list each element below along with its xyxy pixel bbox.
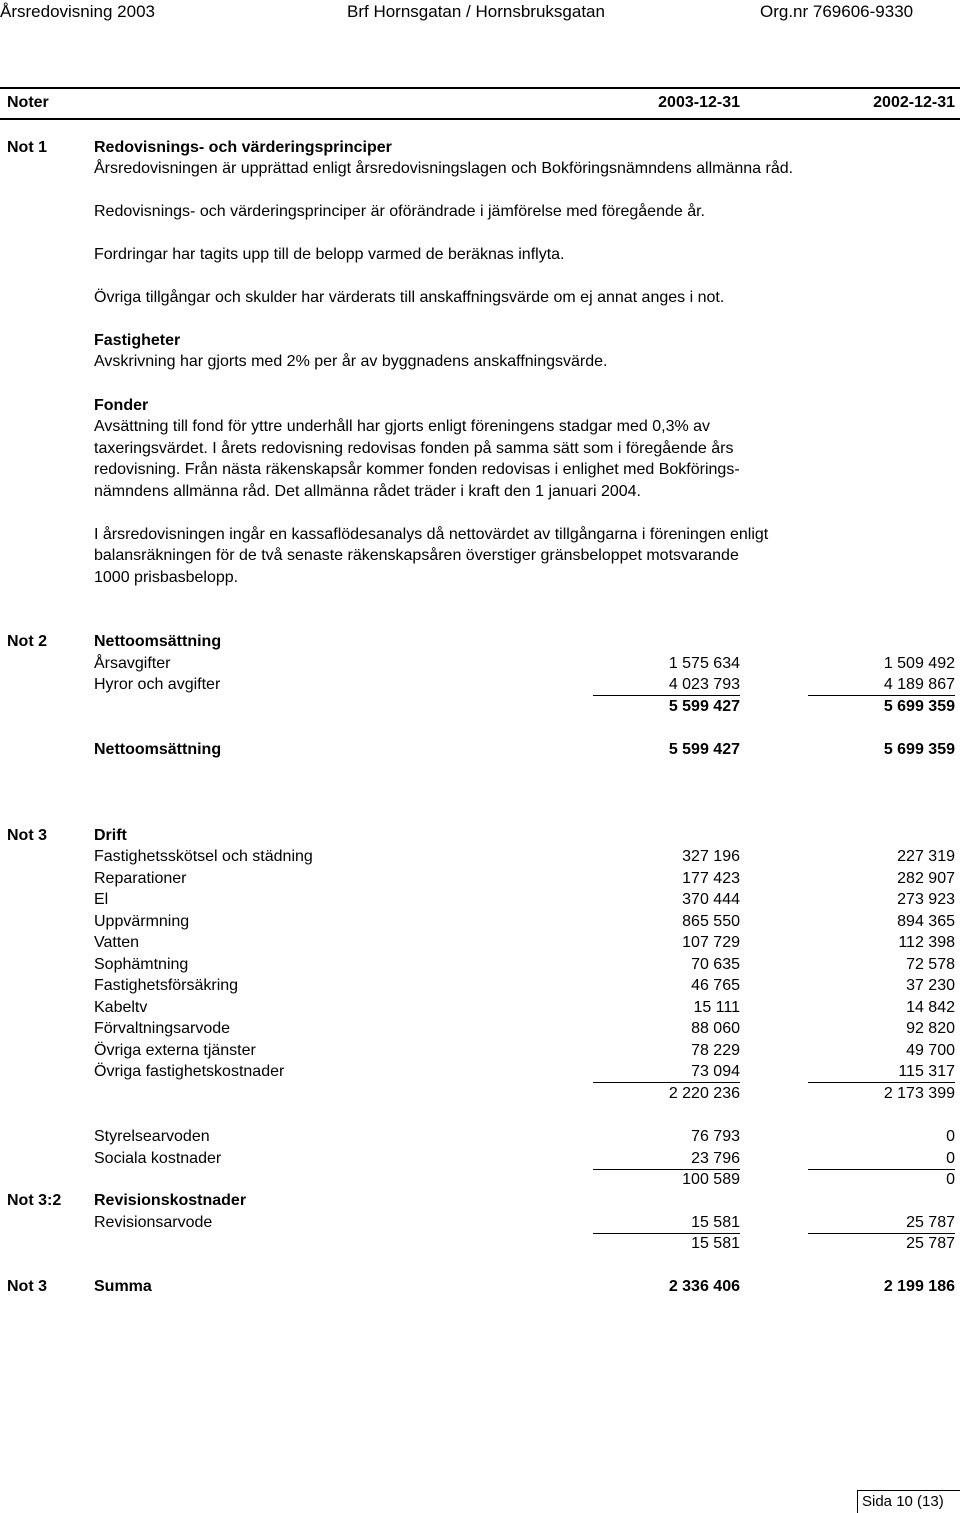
styrelse-subtotal-2003: 100 589 [682, 1171, 740, 1188]
drift-subtotal-rule-2002 [808, 1082, 955, 1083]
drift-row-value-2002: 14 842 [906, 999, 955, 1016]
summa-note-label: Not 3 [7, 1278, 47, 1295]
note-2-total-label: Nettoomsättning [94, 741, 222, 758]
note-3-2-heading: Revisionskostnader [94, 1192, 247, 1209]
note-3-heading: Drift [94, 827, 127, 844]
drift-row-value-2003: 865 550 [682, 913, 740, 930]
header-association-name: Brf Hornsgatan / Hornsbruksgatan [347, 2, 605, 21]
drift-row-value-2003: 370 444 [682, 891, 740, 908]
revision-subtotal-2002: 25 787 [906, 1235, 955, 1252]
revision-row-value-2002: 25 787 [906, 1214, 955, 1231]
revision-subtotal-rule-2003 [593, 1233, 740, 1234]
notes-header-top-rule [0, 87, 960, 89]
drift-row-value-2003: 107 729 [682, 934, 740, 951]
note-2-total-2003: 5 599 427 [668, 741, 740, 758]
note-2-row-label: Årsavgifter [94, 655, 171, 672]
drift-row-value-2002: 282 907 [897, 870, 955, 887]
drift-row-value-2002: 37 230 [906, 977, 955, 994]
drift-row-label: Vatten [94, 934, 140, 951]
drift-row-label: Sophämtning [94, 956, 189, 973]
drift-row-value-2003: 88 060 [691, 1020, 740, 1037]
drift-row-label: Övriga externa tjänster [94, 1042, 256, 1059]
note-2-label: Not 2 [7, 633, 47, 650]
fonder-text-line: Avsättning till fond för yttre underhåll har gjorts enligt föreningens stadgar med 0,3% av [94, 418, 711, 435]
drift-row-label: El [94, 891, 109, 908]
note-1-text-line: Övriga tillgångar och skulder har värderats till anskaffningsvärde om ej annat anges i not. [94, 289, 725, 306]
summa-2002: 2 199 186 [883, 1278, 955, 1295]
styrelse-row-value-2003: 76 793 [691, 1128, 740, 1145]
drift-row-value-2003: 177 423 [682, 870, 740, 887]
note-2-heading: Nettoomsättning [94, 633, 222, 650]
page-number: Sida 10 (13) [862, 1493, 944, 1510]
drift-row-value-2003: 70 635 [691, 956, 740, 973]
drift-row-value-2003: 46 765 [691, 977, 740, 994]
note-2-total-2002: 5 699 359 [883, 741, 955, 758]
note-2-subtotal-2002: 5 699 359 [883, 698, 955, 715]
drift-row-value-2002: 92 820 [906, 1020, 955, 1037]
revision-row-value-2003: 15 581 [691, 1214, 740, 1231]
drift-row-label: Kabeltv [94, 999, 148, 1016]
fonder-text-line: nämndens allmänna råd. Det allmänna rådet träder i kraft den 1 januari 2004. [94, 483, 641, 500]
drift-row-value-2003: 78 229 [691, 1042, 740, 1059]
drift-row-value-2002: 112 398 [898, 934, 955, 951]
drift-row-label: Förvaltningsarvode [94, 1020, 231, 1037]
header-report-title: Årsredovisning 2003 [0, 2, 155, 21]
note-1-heading: Redovisnings- och värderingsprinciper [94, 139, 392, 156]
drift-row-value-2002: 72 578 [906, 956, 955, 973]
styrelse-row-value-2002: 0 [946, 1150, 955, 1167]
fonder-heading: Fonder [94, 397, 149, 414]
note-1-text-line: Redovisnings- och värderingsprinciper är oförändrade i jämförelse med föregående år. [94, 203, 705, 220]
fonder-text-line: taxeringsvärdet. I årets redovisning redovisas fonden på samma sätt som i föregående års [94, 440, 734, 457]
drift-row-value-2003: 327 196 [682, 848, 740, 865]
drift-row-value-2002: 227 319 [897, 848, 955, 865]
note-2-row-value-2003: 4 023 793 [668, 676, 740, 693]
summa-heading: Summa [94, 1278, 152, 1295]
drift-row-label: Uppvärmning [94, 913, 190, 930]
notes-header-bottom-rule [0, 118, 960, 120]
drift-row-value-2002: 894 365 [897, 913, 955, 930]
kassaflode-text-line: 1000 prisbasbelopp. [94, 569, 239, 586]
note-1-text-line: Årsredovisningen är upprättad enligt årsredovisningslagen och Bokföringsnämndens allmänna råd. [94, 160, 794, 177]
drift-row-value-2003: 73 094 [691, 1063, 740, 1080]
note-2-row-value-2002: 1 509 492 [883, 655, 955, 672]
drift-row-value-2002: 273 923 [897, 891, 955, 908]
fastigheter-text: Avskrivning har gjorts med 2% per år av byggnadens anskaffningsvärde. [94, 353, 608, 370]
drift-row-value-2002: 115 317 [898, 1063, 955, 1080]
styrelse-row-value-2002: 0 [946, 1128, 955, 1145]
note-1-label: Not 1 [7, 139, 47, 156]
revision-row-label: Revisionsarvode [94, 1214, 213, 1231]
note-2-row-value-2002: 4 189 867 [883, 676, 955, 693]
column-header-2003: 2003-12-31 [658, 94, 740, 111]
drift-subtotal-2002: 2 173 399 [883, 1085, 955, 1102]
revision-subtotal-2003: 15 581 [691, 1235, 740, 1252]
kassaflode-text-line: I årsredovisningen ingår en kassaflödesanalys då nettovärdet av tillgångarna i föreningen enligt [94, 526, 769, 543]
note-3-2-label: Not 3:2 [7, 1192, 62, 1209]
note-2-subtotal-rule-2003 [593, 695, 740, 696]
revision-subtotal-rule-2002 [808, 1233, 955, 1234]
styrelse-subtotal-rule-2003 [593, 1169, 740, 1170]
drift-row-label: Reparationer [94, 870, 187, 887]
drift-row-label: Fastighetsskötsel och städning [94, 848, 313, 865]
summa-2003: 2 336 406 [668, 1278, 740, 1295]
drift-row-label: Fastighetsförsäkring [94, 977, 239, 994]
column-header-2002: 2002-12-31 [873, 94, 955, 111]
note-2-row-label: Hyror och avgifter [94, 676, 221, 693]
note-2-subtotal-rule-2002 [808, 695, 955, 696]
styrelse-row-label: Sociala kostnader [94, 1150, 222, 1167]
kassaflode-text-line: balansräkningen för de två senaste räkenskapsåren överstiger gränsbeloppet motsvarande [94, 547, 739, 564]
fastigheter-heading: Fastigheter [94, 332, 181, 349]
drift-row-label: Övriga fastighetskostnader [94, 1063, 285, 1080]
header-org-number: Org.nr 769606-9330 [760, 2, 914, 21]
note-2-subtotal-2003: 5 599 427 [668, 698, 740, 715]
notes-title: Noter [7, 94, 49, 111]
fonder-text-line: redovisning. Från nästa räkenskapsår kommer fonden redovisas i enlighet med Bokförings- [94, 461, 740, 478]
note-3-label: Not 3 [7, 827, 47, 844]
note-2-row-value-2003: 1 575 634 [668, 655, 740, 672]
styrelse-subtotal-2002: 0 [946, 1171, 955, 1188]
drift-subtotal-2003: 2 220 236 [668, 1085, 740, 1102]
drift-row-value-2002: 49 700 [906, 1042, 955, 1059]
drift-subtotal-rule-2003 [593, 1082, 740, 1083]
styrelse-subtotal-rule-2002 [808, 1169, 955, 1170]
styrelse-row-value-2003: 23 796 [691, 1150, 740, 1167]
drift-row-value-2003: 15 111 [693, 999, 740, 1016]
note-1-text-line: Fordringar har tagits upp till de belopp varmed de beräknas inflyta. [94, 246, 565, 263]
styrelse-row-label: Styrelsearvoden [94, 1128, 210, 1145]
